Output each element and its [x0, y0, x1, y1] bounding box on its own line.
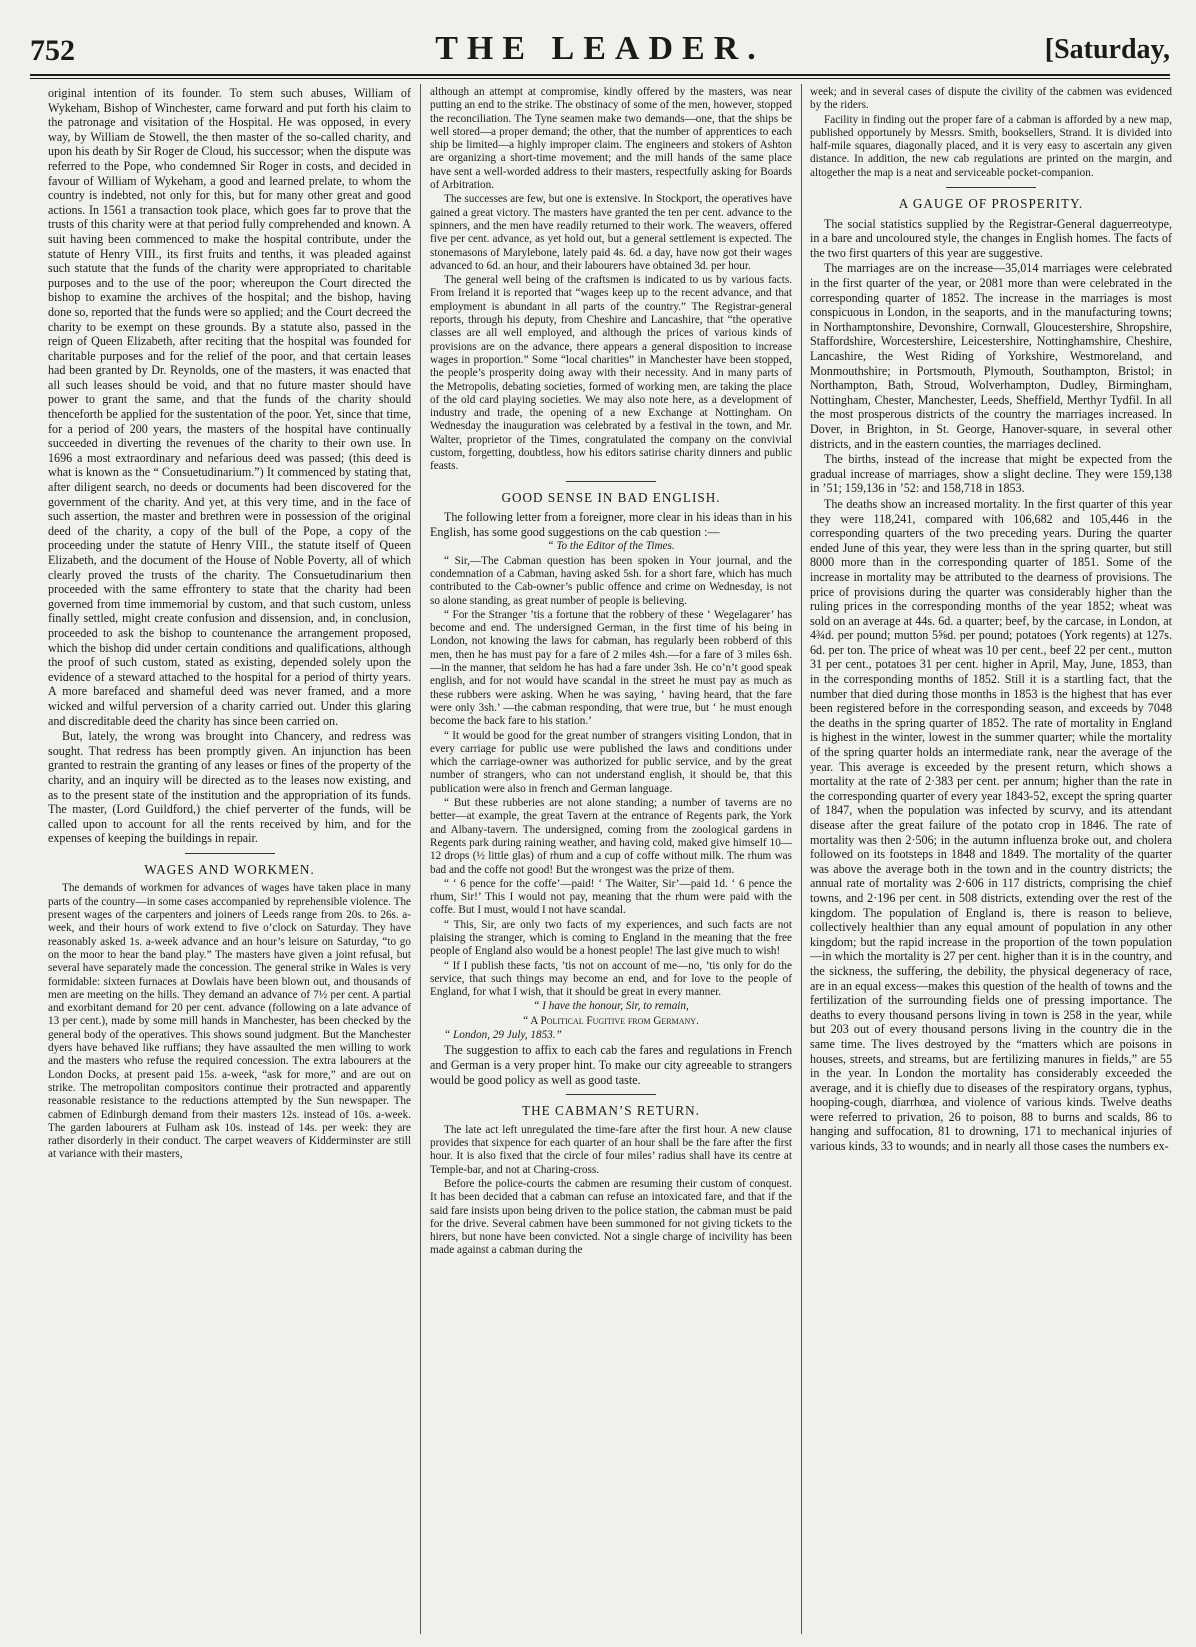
column-divider	[801, 84, 802, 1634]
paragraph: week; and in several cases of dispute the civility of the cabmen was evidenced by the riders.	[810, 86, 1172, 112]
paragraph: The following letter from a foreigner, more clear in his ideas than in his English, has some good suggestions on the cab question :—	[430, 510, 792, 539]
section-heading-wages: WAGES AND WORKMEN.	[144, 861, 315, 877]
paragraph: The demands of workmen for advances of wages have taken place in many parts of the country—in some cases accompanied by reprehensible violence. The present wages of the carpenters and joiners of Leeds range from 20s. to 26s. a-week, and their hours of work extend to five o’clock on Saturday. They have reasonably asked 1s. a-week advance and an hour’s leisure on Saturday, “to go on the moor to hear the band play.” The masters have given a joint refusal, but several have separately made the concession. The general strike in Wales is very formidable: sixteen furnaces at Dowlais have been blown out, and thousands of men are meeting on the hills. They demand an advance of 7½ per cent. A partial and exorbitant demand for 20 per cent. advance (following on a late advance of 13 per cent.), made by some mill hands in Manchester, has been checked by the general body of the operatives. This shows sound judgment. But the Manchester dyers have behaved like ruffians; they have assaulted the men willing to work and the masters who refuse the required concession. The extra labourers at the London Docks, at present paid 15s. a-week, “ask for more,” and are out on strike. The metropolitan compositors continue their protracted and apparently reasonable resistance to the reductions attempted by the Sun newspaper. The cabmen of Edinburgh demand from their masters 12s. instead of 10s. a-week. The garden labourers at Fulham ask 10s. instead of 14s. per week: they are rather disorderly in their conduct. The carpet weavers of Kidderminster are still at variance with their masters,	[48, 882, 411, 1161]
letter-paragraph: “ Sir,—The Cabman question has been spoken in Your journal, and the condemnation of a Cabman, having asked 5sh. for a short fare, which has much contributed to the Cab-owner’s public offence and crime on Wednesday, is not so alone standing, as great number of people is believing.	[430, 554, 792, 607]
letter-paragraph: “ But these rubberies are not alone standing; a number of taverns are no better—at example, the great Tavern at the entrance of Regents park, the York and Albany-tavern. The undersigned, coming from the zoological gardens in Regents park during raining weather, and having cold, maked give himself 10—12 drops (½ little glas) of rhum and a cup of coffe without milk. The rhum was bad and the coffe not good! But the wrongest was the prize of them.	[430, 797, 792, 876]
paragraph: The social statistics supplied by the Registrar-General daguerreotype, in a bare and uncoloured style, the changes in English homes. The facts of the two first quarters of this year are suggestive.	[810, 216, 1172, 260]
section-divider	[566, 1094, 656, 1095]
column-1	[48, 86, 411, 1631]
letter-paragraph: “ For the Stranger ’tis a fortune that the robbery of these ‘ Wegelagarer’ has become and end. The undersigned German, in the first time of his being in London, not knowing the laws for cabman, has regularly been robberd of this men, then he has must pay for a fare of 2 miles 4sh.—for a fare of 3 miles 6sh.—in the manner, that seldom he has had a fare under 3sh. He co’n’t good speak english, and for not would have scandal in the street he must pay as much as these rubbers were asking. When he was saying, ‘ having heard, that the fare were only 3sh.’ —the cabman responding, that were true, but ‘ he must enough become the back fare to his station.’	[430, 608, 792, 728]
paragraph: The late act left unregulated the time-fare after the first hour. A new clause provides that sixpence for each quarter of an hour shall be the fare after the first hour. It is also fixed that the circle of four miles’ radius shall have its centre at Temple-bar, and not at Charing-cross.	[430, 1123, 792, 1176]
letter-paragraph: “ It would be good for the great number of strangers visiting London, that in every carriage for public use were published the laws and conditions under which the carriage-owner was authorized for public service, and by the great number of strangers, who can not understand english, it should be, that this publication were also in french and German language.	[430, 729, 792, 795]
paragraph: Before the police-courts the cabmen are resuming their custom of conquest. It has been decided that a cabman can refuse an intoxicated fare, and that if the said fare insists upon being driven to the police station, the cabman must be paid for the drive. Several cabmen have been summoned for not giving tickets to the hirers, but none have been convicted. Not a single charge of incivility has been made against a cabman during the	[430, 1177, 792, 1257]
section-heading-gauge: A GAUGE OF PROSPERITY.	[898, 196, 1084, 212]
letter-paragraph: “ ‘ 6 pence for the coffe’—paid! ‘ The Waiter, Sir’—paid 1d. ‘ 6 pence the rhum, Sir!’ This I would not pay, meaning that the rhum were paid with the coffe. But I must, would I not have scandal.	[430, 877, 792, 917]
masthead-rule	[30, 74, 1170, 76]
section-heading-cabmans-return: THE CABMAN’S RETURN.	[522, 1103, 700, 1119]
paragraph: The general well being of the craftsmen is indicated to us by various facts. From Ireland it is reported that “wages keep up to the recent advance, and that employment is abundant in all parts of the country.” The Registrar-general reports, through his deputy, from Cheshire and Lancashire, that “the operative classes are all well employed, and although the prices of various kinds of provisions are on the advance, there appears a general disposition to increase wages in proportion.” Some “local charities” in Manchester have been stopped, the people’s prosperity doing away with their necessity. And in many parts of the Metropolis, debating societies, formed of working men, are taking the place of the old card playing societies. We may also note here, as a development of industry and trade, the opening of a new Exchange at Nottingham. On Wednesday the inauguration was celebrated by a festival in the town, and Mr. Walter, proprietor of the Times, congratulated the company on the convivial custom, forgetting, doubtless, how his editors satirise charity dinners and public feasts.	[430, 274, 792, 473]
column-2	[430, 86, 792, 1631]
paragraph: The suggestion to affix to each cab the fares and regulations in French and German is a very proper hint. To make our city agreeable to strangers would be good policy as well as good taste.	[430, 1043, 792, 1087]
newspaper-title: THE LEADER.	[435, 30, 765, 67]
column-3	[810, 86, 1172, 1631]
paragraph: The successes are few, but one is extensive. In Stockport, the operatives have gained a great victory. The masters have granted the ten per cent. advance to the spinners, and the men have readily returned to their work. The weavers, offered five per cent. advance, as yet hold out, but a general settlement is expected. The stonemasons of Marylebone, lately paid 4s. 6d. a day, have now got their wages advanced to 6d. an hour, and their labourers have obtained 3d. per hour.	[430, 193, 792, 272]
masthead-rule-thin	[30, 78, 1170, 79]
paragraph: original intention of its founder. To stem such abuses, William of Wykeham, Bishop of Winchester, came forward and put forth his claim to the patronage and visitation of the Hospital. He was opposed, in every way, by William de Stowell, the then master of the so-called charity, and upon his death by Sir Roger de Cloud, his successor; when the dispute was referred to the Pope, who condemned Sir Roger in costs, and decided in favour of William of Wykeham, a good and learned prelate, to whom the country is indebted, not only for this, but for many other great and good actions. In 1561 a transaction took place, which goes far to prove that the trusts of this charity were at that period fully comprehended and known. A suit having been commenced to make the hospital contribute, under the statute of Henry VIII., its first fruits and tenths, it was pleaded against such statute that the funds of the charity were appropriated to charitable purposes and to the use of the poor; whereupon the Court directed the bishop to examine the archives of the hospital; and the bishop, having done so, reported that the funds were so applied; and the Court decreed the charity to be exempt on these grounds. By a statute also, passed in the reign of Queen Elizabeth, after reciting that the hospital was founded for charitable purposes and for the relief of the poor, and that certain leases had been granted by Dr. Reynolds, one of the masters, it was enacted that all such leases should be void, and that no future master should have power to grant the same, and that the funds of the charity should thenceforth be applied for the sustentation of the poor. Yet, since that time, for a period of 200 years, the masters of the hospital have continually succeeded in diverting the revenues of the charity to their own use. In 1696 a most extraordinary and nefarious deed was passed; (this deed is what is known as the “ Consuetudinarium.”) It commenced by stating that, after diligent search, no deeds or documents had been discovered for the government of the charity. And yet, at this very time, and in the face of such assertion, the master and brethren were in possession of the original deed of the charity, a copy of the bull of the Pope, a copy of the proceeding under the statute of Henry VIII., the statute itself of Queen Elizabeth, and the document of the House of Noble Poverty, all of which clearly proved the trusts of the charity. The Consuetudinarium then proceeded with the same effrontery to state that the charity had been governed from time immemorial by custom, and that such custom, unless finally settled, might create confusion and dissension, and, in conclusion, proceeded to ask the bishop to countenance the arrangement proposed, which the bishop did under certain conditions and qualifications, although the proof of such custom, stated as existing, depended solely upon the evidence of a steward attached to the hospital for a period of thirty years. A more barefaced and shameful deed was never framed, and a more wicked and wilful perversion of a charity carried out. Under this glaring and discreditable deed the charity has since been carried on.	[48, 86, 411, 728]
letter-signature: “ A Political Fugitive from Germany.	[523, 1014, 699, 1027]
paragraph: although an attempt at compromise, kindly offered by the masters, was near putting an end to the strike. The obstinacy of some of the men, however, stopped the reconciliation. The Tyne seamen make two demands—one, that the ships be well stored—a proper demand; the other, that the number of apprentices to each ship be limited—a highly improper claim. The engineers and stokers of Ashton are organizing a short-time movement; and the mill hands of the same place have sent a well-worded address to their masters, respectfully asking for Boards of Arbitration.	[430, 86, 792, 192]
column-divider	[420, 84, 421, 1634]
letter-paragraph: “ If I publish these facts, ’tis not on account of me—no, ’tis only for do the service, that such things may become an end, and for love to the people of England, for what I wish, that it should be great in every manner.	[430, 959, 792, 999]
section-heading-good-sense: GOOD SENSE IN BAD ENGLISH.	[501, 489, 721, 505]
section-divider	[946, 187, 1036, 188]
letter-salutation: “ To the Editor of the Times.	[547, 540, 675, 553]
paragraph: Facility in finding out the proper fare of a cabman is afforded by a new map, published opportunely by Messrs. Smith, booksellers, Strand. It is divided into half-mile squares, diagonally placed, and it is very easy to ascertain any given distance. In addition, the new cab regulations are printed on the margin, and altogether the map is a neat and serviceable pocket-companion.	[810, 113, 1172, 179]
letter-paragraph: “ This, Sir, are only two facts of my experiences, and such facts are not plaising the stranger, which is coming to England in the meaning that the free people of England also would be a honest people! The last give much to wish!	[430, 918, 792, 958]
masthead	[30, 30, 1170, 68]
page-number: 752	[30, 34, 75, 67]
paragraph: The marriages are on the increase—35,014 marriages were celebrated in the first quarter of the year, or 2081 more than were celebrated in the corresponding quarter of 1852. The increase in the marriages is most conspicuous in London, in the seaports, and in the manufacturing towns; in Northamptonshire, Devonshire, Cornwall, Gloucestershire, Shropshire, Staffordshire, Worcestershire, Leicestershire, Nottinghamshire, Cheshire, Lancashire, the West Riding of Yorkshire, Westmoreland, and Monmouthshire; in Portsmouth, Plymouth, Southampton, Bristol; in Northampton, Bath, Stroud, Wolverhampton, Dudley, Birmingham, Nottingham, Chester, Manchester, Leeds, Sheffield, Merthyr Tydfil. In all the most prosperous districts of the country the marriages increased. In Dover, in Brighton, in St. George, Hanover-square, in several other districts, and in the eastern counties, the marriages declined.	[810, 261, 1172, 451]
paragraph: The births, instead of the increase that might be expected from the gradual increase of marriages, show a slight decline. They were 159,138 in ’51; 159,136 in ’52: and 158,718 in 1853.	[810, 452, 1172, 496]
paragraph: The deaths show an increased mortality. In the first quarter of this year they were 118,241, compared with 106,682 and 105,446 in the corresponding quarters of the two preceding years. During the quarter ended June of this year, they were less than in the spring quarter, but still 8000 more than in the corresponding quarter of 1851. Some of the increase in mortality may be attributed to the dearness of provisions. The price of provisions during the quarter was considerably higher than the ruling prices in the corresponding months of the year 1852; wheat was sold on an average at 44s. 6d. a quarter; beef, by the carcase, in London, at 4¾d. per pound; mutton 5⅝d. per pound; potatoes (York regents) at 127s. 6d. per ton. The price of wheat was 10 per cent., beef 22 per cent., mutton 31 per cent., potatoes 31 per cent. higher in April, May, June, 1853, than in the corresponding months of 1852. Still it is a startling fact, that the number that died during those months in 1853 is the highest that has ever been registered before in the corresponding season, and exceeds by 7048 the deaths in the spring quarter of 1852. The rate of mortality in England is highest in the winter, lowest in the summer quarter; while the mortality of the spring quarter holds an intermediate rank, near the average of the year. This average is exceeded by the present return, which shows a mortality at the rate of 2·383 per cent. per annum; higher than the rate in the corresponding quarter of every year 1843-52, except the spring quarter of 1847, when the population was infected by scurvy, and its attendant disease after the great failure of the potato crop in 1846. The rate of mortality was then 2·506; in the autumn influenza broke out, and cholera followed on its footsteps in 1848 and 1849. The mortality of the quarter was above the average both in the town and in the country districts; the annual rate of mortality was 2·606 in 117 districts, comprising the chief towns, and 2·196 per cent. in 508 districts, extending over the rest of the kingdom. The population of England is, there is reason to believe, collectively healthier than any equal amount of population in any other kingdom; but the rapid increase in the proportion of the town population—in which the mortality is 27 per cent. higher than it is in the country, and the sickness, the suffering, the debility, the physical degeneracy of race, are in an equal excess—makes this question of the health of towns and the fertilization of the surrounding fields one of pressing importance. The deaths to every thousand persons living in town is 258 in the year, while but 203 out of every thousand persons living in the country die in the same time. The lives destroyed by the “matters which are poisons in houses, streets, and streams, but are fertilizing manures in fields,” are 55 in the year. In London the mortality has considerably exceeded the average, and it is chiefly due to diseases of the respiratory organs, typhus, hooping-cough, diarrhœa, and violence of various kinds. Twelve deaths were referred to privation, 26 to poison, 88 to burns and scalds, 86 to hanging and suffocation, 81 to drowning, 171 to mechanical injuries of various kinds, 33 to wounds; and in nearly all those cases the numbers ex-	[810, 496, 1172, 1154]
letter-dateline: “ London, 29 July, 1853.”	[444, 1029, 562, 1042]
section-divider	[566, 481, 656, 482]
paragraph: But, lately, the wrong was brought into Chancery, and redress was sought. That redress has been promptly given. An injunction has been granted to restrain the granting of any leases or fines of the property of the charity, and an inquiry will be directed as to the leases now existing, and as to the present state of the institution and the appropriation of its funds. The master, (Lord Guildford,) the chief perverter of the funds, will be called upon to account for all the rents received by him, and for the expenses of keeping the buildings in repair.	[48, 729, 411, 846]
section-divider	[185, 853, 275, 854]
letter-closing: “ I have the honour, Sir, to remain,	[533, 1000, 689, 1013]
masthead-dateline: [Saturday,	[1044, 34, 1170, 65]
